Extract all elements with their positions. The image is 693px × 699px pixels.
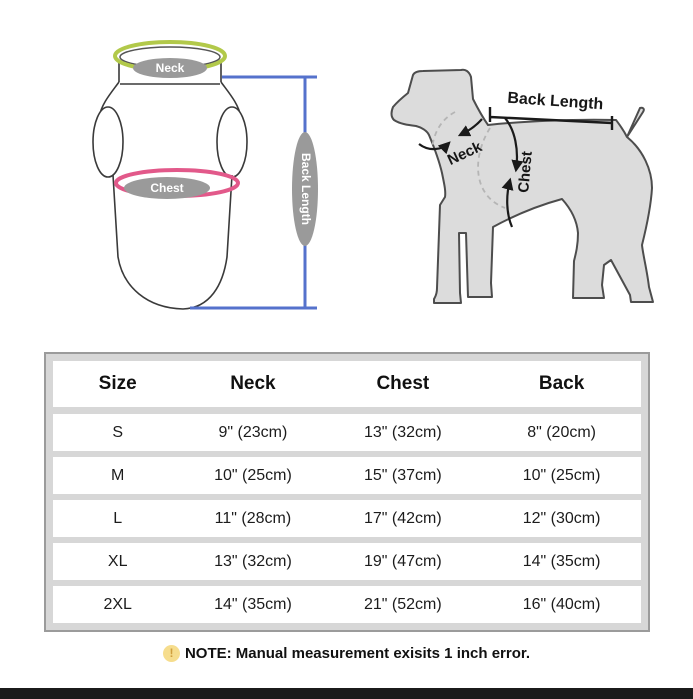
table-row <box>53 586 641 623</box>
size-table <box>44 352 650 632</box>
table-row <box>53 543 641 580</box>
cell-size: 2XL <box>103 595 132 613</box>
cell-size: M <box>111 466 125 484</box>
cell-chest: 21" (52cm) <box>363 595 442 613</box>
cell-chest: 17" (42cm) <box>363 509 442 527</box>
cell-chest: 13" (32cm) <box>363 423 442 441</box>
exclamation-icon: ! <box>163 645 180 662</box>
cell-neck: 11" (28cm) <box>214 509 292 527</box>
garment-right-sleeve <box>217 107 247 177</box>
measurement-note <box>0 641 693 665</box>
note-text: NOTE: Manual measurement exisits 1 inch error. <box>184 644 531 662</box>
cell-size: S <box>112 423 124 441</box>
cell-neck: 14" (35cm) <box>214 595 292 613</box>
cell-neck: 13" (32cm) <box>214 552 292 570</box>
cell-neck: 9" (23cm) <box>218 423 288 441</box>
garment-chest-label: Chest <box>150 181 184 195</box>
bottom-bar <box>0 688 693 699</box>
cell-size: L <box>113 509 123 527</box>
header-neck: Neck <box>230 373 276 394</box>
cell-chest: 15" (37cm) <box>363 466 442 484</box>
garment-neck-label: Neck <box>155 61 185 75</box>
table-row <box>53 500 641 537</box>
garment-left-sleeve <box>93 107 123 177</box>
cell-chest: 19" (47cm) <box>363 552 442 570</box>
dog-back-length-label: Back Length <box>506 89 604 114</box>
header-size: Size <box>98 373 137 394</box>
garment-shoulders <box>99 82 241 117</box>
cell-neck: 10" (25cm) <box>214 466 292 484</box>
dog-diagram <box>375 55 693 325</box>
cell-back: 14" (35cm) <box>522 552 601 570</box>
size-table-header-row <box>53 361 641 407</box>
dog-neck-label: Neck <box>444 138 485 169</box>
cell-size: XL <box>107 552 128 570</box>
header-chest: Chest <box>376 373 430 394</box>
cell-back: 10" (25cm) <box>522 466 601 484</box>
garment-diagram <box>55 25 355 355</box>
cell-back: 12" (30cm) <box>522 509 601 527</box>
header-back: Back <box>538 373 585 394</box>
dog-chest-label: Chest <box>515 150 536 194</box>
cell-back: 16" (40cm) <box>522 595 601 613</box>
table-row <box>53 414 641 451</box>
cell-back: 8" (20cm) <box>527 423 596 441</box>
table-row <box>53 457 641 494</box>
garment-back-length-label: Back Length <box>298 152 313 226</box>
